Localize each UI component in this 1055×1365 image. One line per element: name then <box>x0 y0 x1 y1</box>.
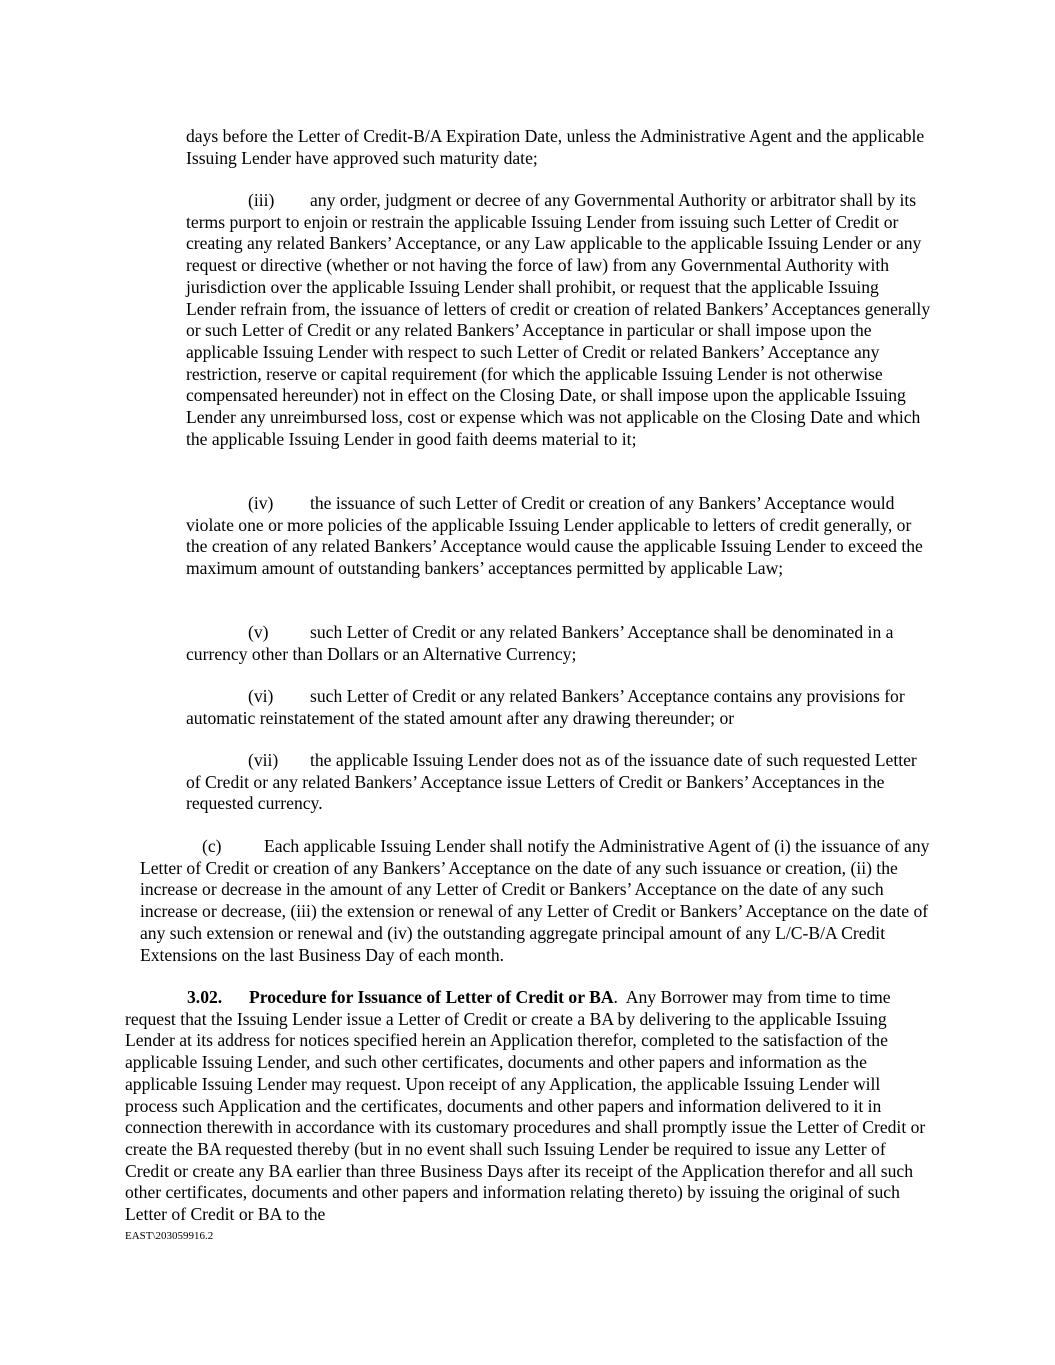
section-number: 3.02. <box>187 987 223 1007</box>
paragraph-c-text: Each applicable Issuing Lender shall notify the Administrative Agent of (i) the issuance of any Letter of Credit or creation of any Bankers’ Acceptance on the date of any such issuance or creation, (ii) the increase or decrease in the amount of any Letter of Credit or Bankers’ Acceptance on the date of any such increase or decrease, (iii) the extension or renewal of any Letter of Credit or Bankers’ Acceptance on the date of any such extension or renewal and (iv) the outstanding aggregate principal amount of any L/C-B/A Credit Extensions on the last Business Day of each month. <box>140 836 930 965</box>
paragraph-c <box>140 836 931 966</box>
clause-number: (v) <box>248 622 269 642</box>
paragraph-c-number: (c) <box>202 836 222 856</box>
section-heading-period: . <box>613 987 618 1007</box>
continued-paragraph <box>186 126 931 169</box>
section-3-02 <box>125 987 931 1226</box>
clause-number: (vii) <box>248 750 279 770</box>
clause-iv <box>186 493 931 580</box>
clause-text: the issuance of such Letter of Credit or creation of any Bankers’ Acceptance would violate one or more policies of the applicable Issuing Lender applicable to letters of credit generally, or the creation of any related Bankers’ Acceptance would cause the applicable Issuing Lender to exceed the maximum amount of outstanding bankers’ acceptances permitted by applicable Law; <box>186 493 923 579</box>
continued-paragraph-text: days before the Letter of Credit-B/A Expiration Date, unless the Administrative Agent and the applicable Issuing Lender have approved such maturity date; <box>186 126 925 168</box>
section-text: Any Borrower may from time to time request that the Issuing Lender issue a Letter of Credit or create a BA by delivering to the applicable Issuing Lender at its address for notices specified herein an Application therefor, completed to the satisfaction of the applicable Issuing Lender, and such other certificates, documents and other papers and information as the applicable Issuing Lender may request. Upon receipt of any Application, the applicable Issuing Lender will process such Application and the certificates, documents and other papers and information delivered to it in connection therewith in accordance with its customary procedures and shall promptly issue the Letter of Credit or create the BA requested thereby (but in no event shall such Issuing Lender be required to issue any Letter of Credit or create any BA earlier than three Business Days after its receipt of the Application therefor and all such other certificates, documents and other papers and information relating thereto) by issuing the original of such Letter of Credit or BA to the <box>125 987 926 1225</box>
clause-text: any order, judgment or decree of any Governmental Authority or arbitrator shall by its terms purport to enjoin or restrain the applicable Issuing Lender from issuing such Letter of Credit or creating any related Bankers’ Acceptance, or any Law applicable to the applicable Issuing Lender or any request or directive (whether or not having the force of law) from any Governmental Authority with jurisdiction over the applicable Issuing Lender shall prohibit, or request that the applicable Issuing Lender refrain from, the issuance of letters of credit or creation of related Bankers’ Acceptances generally or such Letter of Credit or any related Bankers’ Acceptance in particular or shall impose upon the applicable Issuing Lender with respect to such Letter of Credit or related Bankers’ Acceptance any restriction, reserve or capital requirement (for which the applicable Issuing Lender is not otherwise compensated hereunder) not in effect on the Closing Date, or shall impose upon the applicable Issuing Lender any unreimbursed loss, cost or expense which was not applicable on the Closing Date and which the applicable Issuing Lender in good faith deems material to it; <box>186 190 931 449</box>
document-footer-id: EAST\203059916.2 <box>125 1230 214 1242</box>
clause-v <box>186 622 931 665</box>
clause-text: such Letter of Credit or any related Bankers’ Acceptance shall be denominated in a currency other than Dollars or an Alternative Currency; <box>186 622 894 664</box>
clause-text: such Letter of Credit or any related Bankers’ Acceptance contains any provisions for automatic reinstatement of the stated amount after any drawing thereunder; or <box>186 686 905 728</box>
clause-vi <box>186 686 931 729</box>
clause-number: (vi) <box>248 686 274 706</box>
clause-vii <box>186 750 931 815</box>
clause-number: (iv) <box>248 493 274 513</box>
clause-text: the applicable Issuing Lender does not as of the issuance date of such requested Letter of Credit or any related Bankers’ Acceptance issue Letters of Credit or Bankers’ Acceptances in the requested currency. <box>186 750 917 814</box>
clause-iii <box>186 190 931 450</box>
section-heading: Procedure for Issuance of Letter of Credit or BA <box>249 987 614 1007</box>
clause-number: (iii) <box>248 190 275 210</box>
